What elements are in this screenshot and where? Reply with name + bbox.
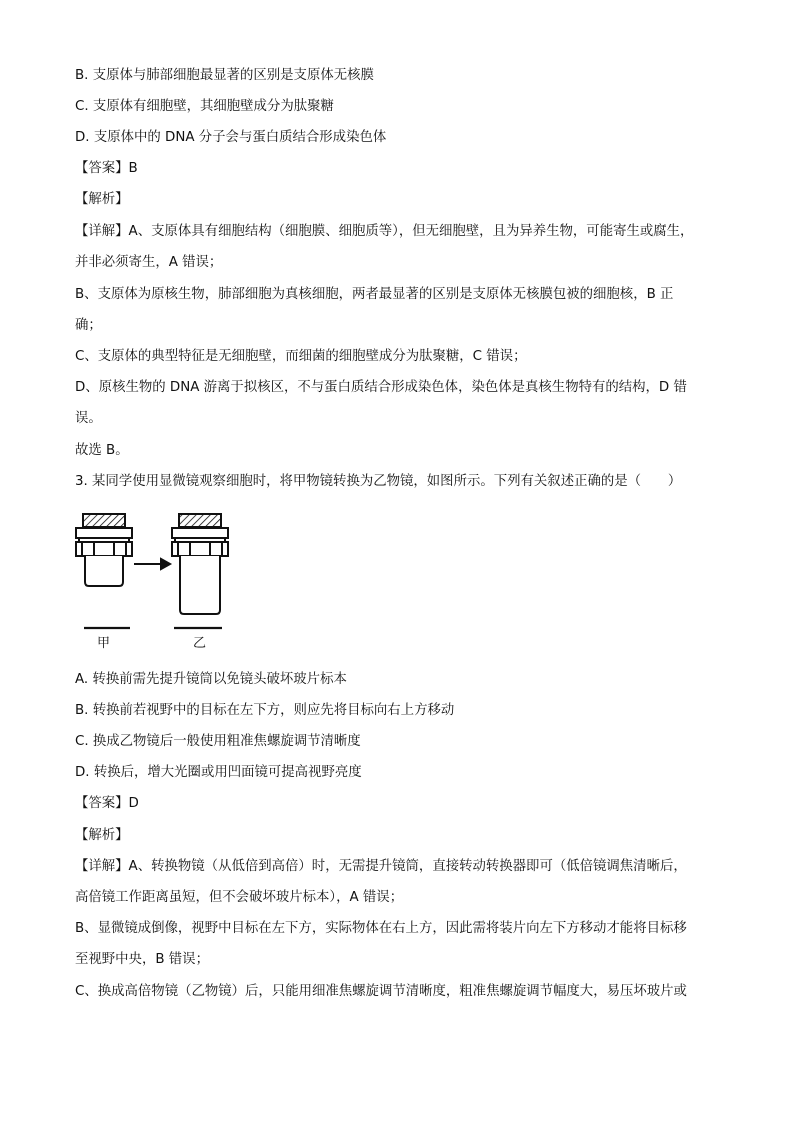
explanation-line: 至视野中央，B 错误；	[75, 952, 209, 967]
explanation-line: 【详解】A、支原体具有细胞结构（细胞膜、细胞质等），但无细胞壁，且为异养生物，可能寄生或腐生，	[75, 224, 694, 239]
explanation-line: 确；	[75, 318, 102, 333]
explanation-line: 误。	[75, 411, 102, 426]
option-c-line: C. 换成乙物镜后一般使用粗准焦螺旋调节清晰度	[75, 734, 361, 749]
lens-label-jia: 甲	[97, 636, 111, 651]
analysis-heading: 【解析】	[75, 828, 129, 843]
explanation-line: B、支原体为原核生物，肺部细胞为真核细胞，两者最显著的区别是支原体无核膜包被的细胞核，B 正	[75, 287, 674, 302]
option-d-line: D. 支原体中的 DNA 分子会与蛋白质结合形成染色体	[75, 130, 387, 145]
explanation-line: 高倍镜工作距离虽短，但不会破坏玻片标本），A 错误；	[75, 890, 404, 905]
explanation-line: 并非必须寄生，A 错误；	[75, 255, 223, 270]
arrow-icon	[134, 559, 170, 569]
explanation-line: B、显微镜成倒像，视野中目标在左下方，实际物体在右上方，因此需将装片向左下方移动才能将目标移	[75, 921, 687, 936]
objective-lens-diagram	[70, 506, 240, 656]
objective-lens-yi	[172, 514, 228, 614]
answer-line: 【答案】D	[75, 796, 139, 811]
objective-lens-figure	[70, 506, 240, 656]
explanation-line: D、原核生物的 DNA 游离于拟核区，不与蛋白质结合形成染色体，染色体是真核生物特有的结构，D 错	[75, 380, 687, 395]
explanation-line: C、支原体的典型特征是无细胞壁，而细菌的细胞壁成分为肽聚糖，C 错误；	[75, 349, 527, 364]
option-b-line: B. 转换前若视野中的目标在左下方，则应先将目标向右上方移动	[75, 703, 455, 718]
objective-lens-jia	[76, 514, 132, 586]
explanation-line: C、换成高倍物镜（乙物镜）后，只能用细准焦螺旋调节清晰度，粗准焦螺旋调节幅度大，易压坏玻片或	[75, 984, 687, 999]
option-b-line: B. 支原体与肺部细胞最显著的区别是支原体无核膜	[75, 68, 374, 83]
option-c-line: C. 支原体有细胞壁，其细胞壁成分为肽聚糖	[75, 99, 334, 114]
question-3-stem: 3. 某同学使用显微镜观察细胞时，将甲物镜转换为乙物镜，如图所示。下列有关叙述正确的是（ ）	[75, 474, 682, 489]
option-d-line: D. 转换后，增大光圈或用凹面镜可提高视野亮度	[75, 765, 362, 780]
answer-line: 【答案】B	[75, 161, 138, 176]
option-a-line: A. 转换前需先提升镜筒以免镜头破坏玻片标本	[75, 672, 347, 687]
lens-label-yi: 乙	[193, 636, 207, 651]
analysis-heading: 【解析】	[75, 192, 129, 207]
conclusion-line: 故选 B。	[75, 443, 129, 458]
explanation-line: 【详解】A、转换物镜（从低倍到高倍）时，无需提升镜筒，直接转动转换器即可（低倍镜调焦清晰后，	[75, 859, 687, 874]
